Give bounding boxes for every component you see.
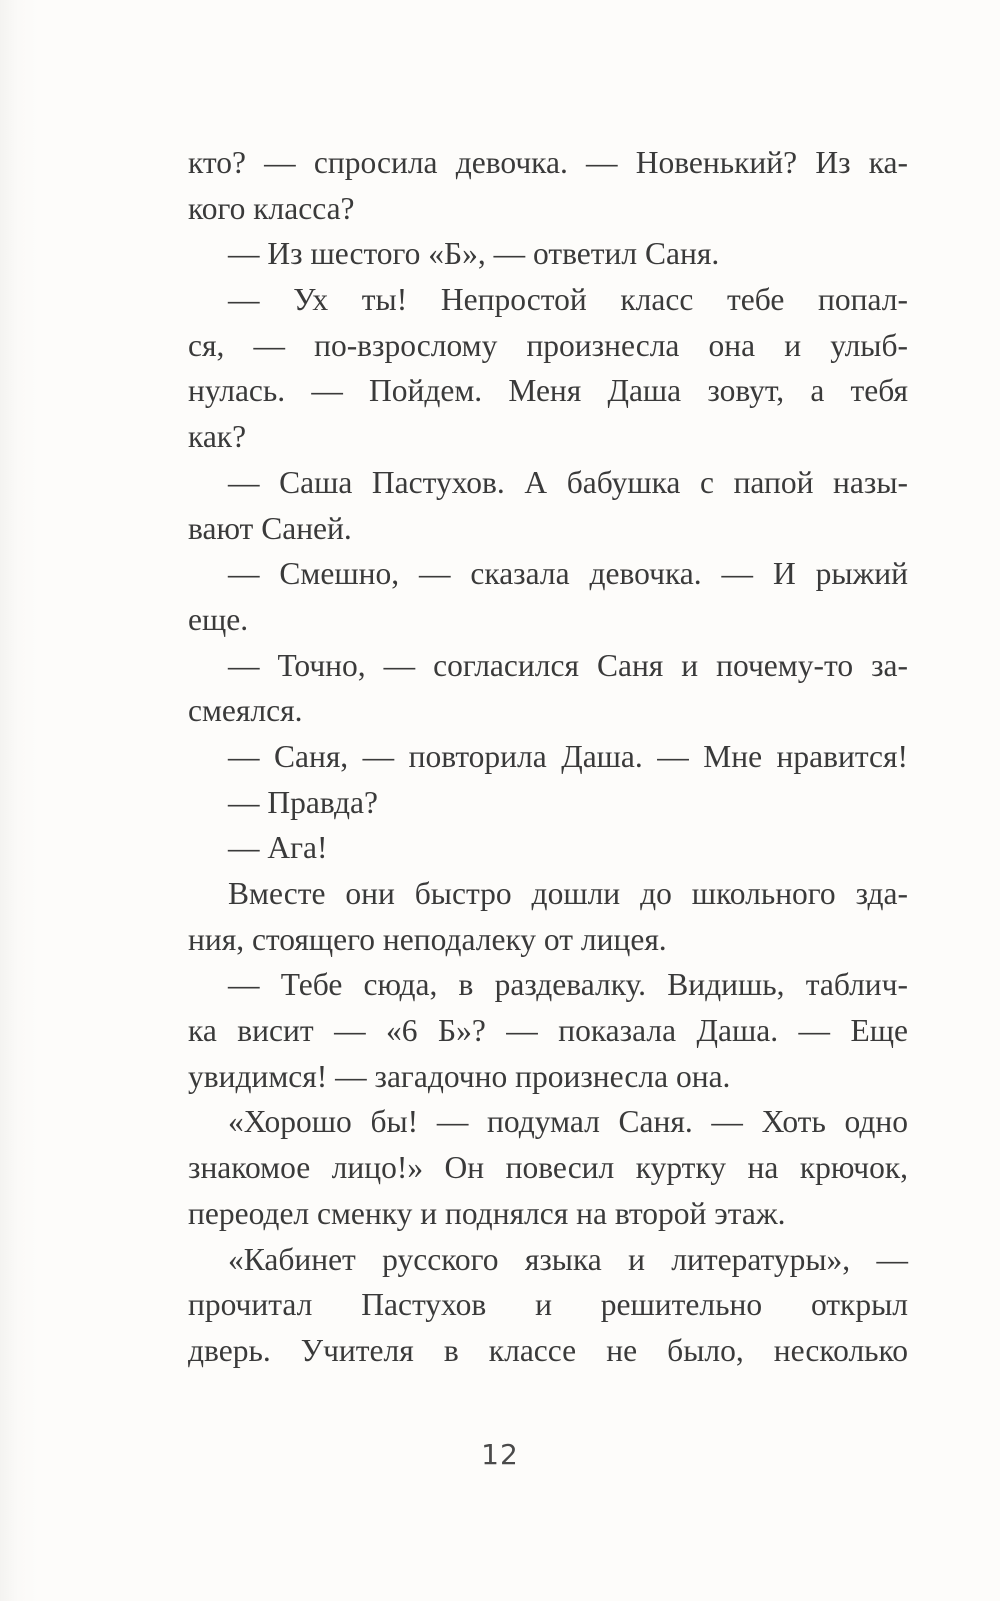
text-line: ния, стоящего неподалеку от лицея. xyxy=(188,921,667,957)
text-line: «Хорошо бы! — подумал Саня. — Хоть одно xyxy=(228,1104,908,1140)
text-line: смеялся. xyxy=(188,693,303,729)
text-line: переодел сменку и поднялся на второй этаж. xyxy=(188,1195,786,1231)
text-line: ка висит — «6 Б»? — показала Даша. — Еще xyxy=(188,1013,908,1049)
text-line: ся, — по-взрослому произнесла она и улыб- xyxy=(188,327,908,363)
text-line: вают Саней. xyxy=(188,510,352,546)
text-line: знакомое лицо!» Он повесил куртку на крючок, xyxy=(188,1150,908,1186)
text-line: — Из шестого «Б», — ответил Саня. xyxy=(228,236,720,272)
text-line: нулась. — Пойдем. Меня Даша зовут, а тебя xyxy=(188,373,908,409)
text-line: — Саня, — повторила Даша. — Мне нравится! xyxy=(228,738,908,774)
page-number: 12 xyxy=(481,1438,519,1471)
text-line: «Кабинет русского языка и литературы», — xyxy=(228,1241,908,1277)
text-line: — Правда? xyxy=(228,784,378,820)
text-line: кого класса? xyxy=(188,190,355,226)
text-line: еще. xyxy=(188,601,249,637)
text-line: — Саша Пастухов. А бабушка с папой назы- xyxy=(228,464,908,500)
body-text xyxy=(188,140,908,1374)
text-line: Вместе они быстро дошли до школьного зда- xyxy=(228,876,908,911)
text-line: кто? — спросила девочка. — Новенький? Из ка- xyxy=(188,145,908,180)
text-line: прочитал Пастухов и решительно открыл xyxy=(188,1287,908,1323)
text-line: дверь. Учителя в классе не было, несколько xyxy=(188,1332,908,1368)
text-line: как? xyxy=(188,419,247,455)
text-line: — Точно, — согласился Саня и почему-то за- xyxy=(228,647,908,683)
text-line: — Ух ты! Непростой класс тебе попал- xyxy=(228,282,908,318)
text-line: увидимся! — загадочно произнесла она. xyxy=(188,1058,731,1094)
text-line: — Ага! xyxy=(228,830,328,866)
text-line: — Смешно, — сказала девочка. — И рыжий xyxy=(228,556,908,592)
text-line: — Тебе сюда, в раздевалку. Видишь, таблич- xyxy=(228,967,908,1003)
